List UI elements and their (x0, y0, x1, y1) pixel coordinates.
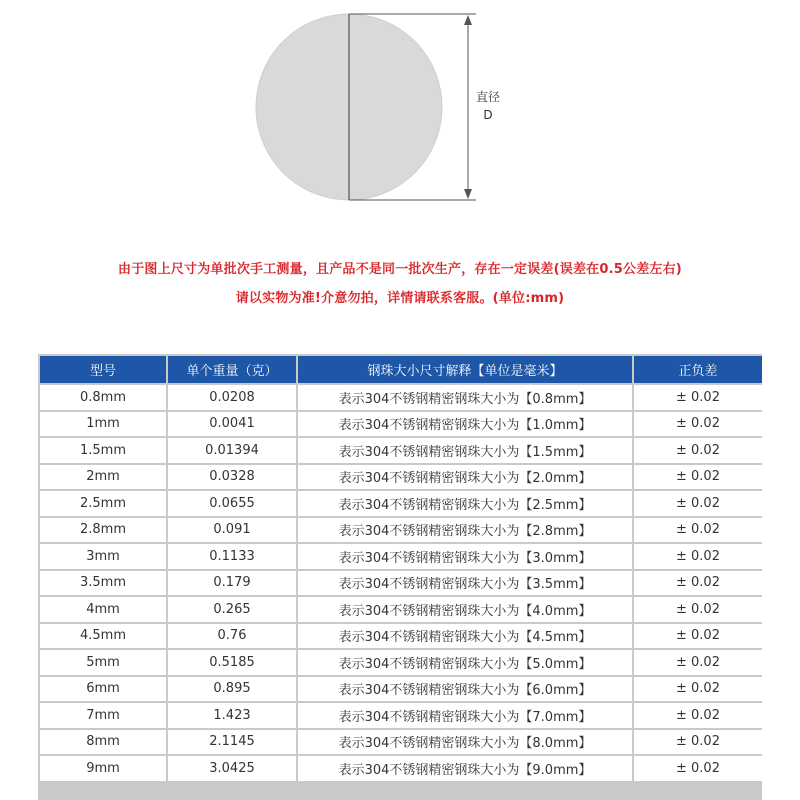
cell-model: 5mm (40, 650, 166, 675)
table-row (40, 465, 762, 490)
header-size-explanation: 钢珠大小尺寸解释【单位是毫米】 (298, 356, 632, 383)
table-row (40, 650, 762, 675)
table-row (40, 571, 762, 596)
cell-model: 4mm (40, 597, 166, 622)
ball-diameter-diagram (0, 0, 800, 250)
cell-size-explanation: 表示304不锈钢精密钢珠大小为【6.0mm】 (298, 677, 632, 702)
dimension-label-d: D (483, 108, 493, 122)
cell-size-explanation: 表示304不锈钢精密钢珠大小为【2.5mm】 (298, 491, 632, 516)
cell-weight: 0.0655 (168, 491, 296, 516)
cell-tolerance: ± 0.02 (634, 544, 762, 569)
cell-weight: 0.76 (168, 624, 296, 649)
cell-tolerance: ± 0.02 (634, 597, 762, 622)
cell-size-explanation: 表示304不锈钢精密钢珠大小为【1.5mm】 (298, 438, 632, 463)
cell-weight: 0.179 (168, 571, 296, 596)
header-tolerance: 正负差 (634, 356, 762, 383)
table-row (40, 438, 762, 463)
header-model: 型号 (40, 356, 166, 383)
cell-size-explanation: 表示304不锈钢精密钢珠大小为【0.8mm】 (298, 385, 632, 410)
cell-size-explanation: 表示304不锈钢精密钢珠大小为【2.8mm】 (298, 518, 632, 543)
table-row (40, 756, 762, 781)
cell-weight: 0.1133 (168, 544, 296, 569)
notice-line-2: 请以实物为准!介意勿拍，详情请联系客服。(单位:mm) (235, 291, 565, 306)
cell-size-explanation: 表示304不锈钢精密钢珠大小为【2.0mm】 (298, 465, 632, 490)
table-row (40, 518, 762, 543)
dimension-arrow-bottom (464, 189, 472, 199)
table-row (40, 385, 762, 410)
cell-size-explanation: 表示304不锈钢精密钢珠大小为【4.0mm】 (298, 597, 632, 622)
cell-model: 4.5mm (40, 624, 166, 649)
header-weight: 单个重量（克） (168, 356, 296, 383)
cell-model: 0.8mm (40, 385, 166, 410)
cell-weight: 0.0041 (168, 412, 296, 437)
cell-model: 6mm (40, 677, 166, 702)
cell-tolerance: ± 0.02 (634, 677, 762, 702)
cell-model: 9mm (40, 756, 166, 781)
table-row (40, 412, 762, 437)
cell-weight: 0.5185 (168, 650, 296, 675)
table-row (40, 544, 762, 569)
table-header-row (40, 356, 762, 383)
cell-tolerance: ± 0.02 (634, 571, 762, 596)
cell-model: 2mm (40, 465, 166, 490)
cell-weight: 3.0425 (168, 756, 296, 781)
cell-size-explanation: 表示304不锈钢精密钢珠大小为【9.0mm】 (298, 756, 632, 781)
dimension-arrow-top (464, 15, 472, 25)
cell-size-explanation: 表示304不锈钢精密钢珠大小为【1.0mm】 (298, 412, 632, 437)
table-row (40, 597, 762, 622)
cell-tolerance: ± 0.02 (634, 465, 762, 490)
cell-size-explanation: 表示304不锈钢精密钢珠大小为【3.0mm】 (298, 544, 632, 569)
cell-weight: 0.895 (168, 677, 296, 702)
cell-size-explanation: 表示304不锈钢精密钢珠大小为【3.5mm】 (298, 571, 632, 596)
table-row (40, 703, 762, 728)
cell-model: 3.5mm (40, 571, 166, 596)
cell-tolerance: ± 0.02 (634, 730, 762, 755)
cell-model: 2.5mm (40, 491, 166, 516)
cell-size-explanation: 表示304不锈钢精密钢珠大小为【8.0mm】 (298, 730, 632, 755)
cell-model: 7mm (40, 703, 166, 728)
cell-weight: 0.265 (168, 597, 296, 622)
cell-size-explanation: 表示304不锈钢精密钢珠大小为【4.5mm】 (298, 624, 632, 649)
table-row (40, 491, 762, 516)
cell-tolerance: ± 0.02 (634, 518, 762, 543)
cell-tolerance: ± 0.02 (634, 703, 762, 728)
spec-table (38, 354, 762, 783)
cell-tolerance: ± 0.02 (634, 385, 762, 410)
cell-tolerance: ± 0.02 (634, 412, 762, 437)
table-row (40, 624, 762, 649)
cell-tolerance: ± 0.02 (634, 438, 762, 463)
cell-weight: 1.423 (168, 703, 296, 728)
cell-model: 1.5mm (40, 438, 166, 463)
cell-tolerance: ± 0.02 (634, 756, 762, 781)
cell-model: 2.8mm (40, 518, 166, 543)
cell-tolerance: ± 0.02 (634, 491, 762, 516)
table-row (40, 730, 762, 755)
cell-weight: 0.0328 (168, 465, 296, 490)
cell-tolerance: ± 0.02 (634, 624, 762, 649)
cell-size-explanation: 表示304不锈钢精密钢珠大小为【5.0mm】 (298, 650, 632, 675)
cell-size-explanation: 表示304不锈钢精密钢珠大小为【7.0mm】 (298, 703, 632, 728)
notice-line-1: 由于图上尺寸为单批次手工测量，且产品不是同一批次生产，存在一定误差(误差在0.5公差左右) (118, 262, 682, 277)
dimension-label-diameter: 直径 (475, 90, 500, 104)
spec-table-container (38, 354, 762, 800)
cell-model: 8mm (40, 730, 166, 755)
cell-model: 3mm (40, 544, 166, 569)
cell-weight: 2.1145 (168, 730, 296, 755)
cell-weight: 0.091 (168, 518, 296, 543)
cell-model: 1mm (40, 412, 166, 437)
cell-weight: 0.0208 (168, 385, 296, 410)
cell-weight: 0.01394 (168, 438, 296, 463)
table-row (40, 677, 762, 702)
cell-tolerance: ± 0.02 (634, 650, 762, 675)
